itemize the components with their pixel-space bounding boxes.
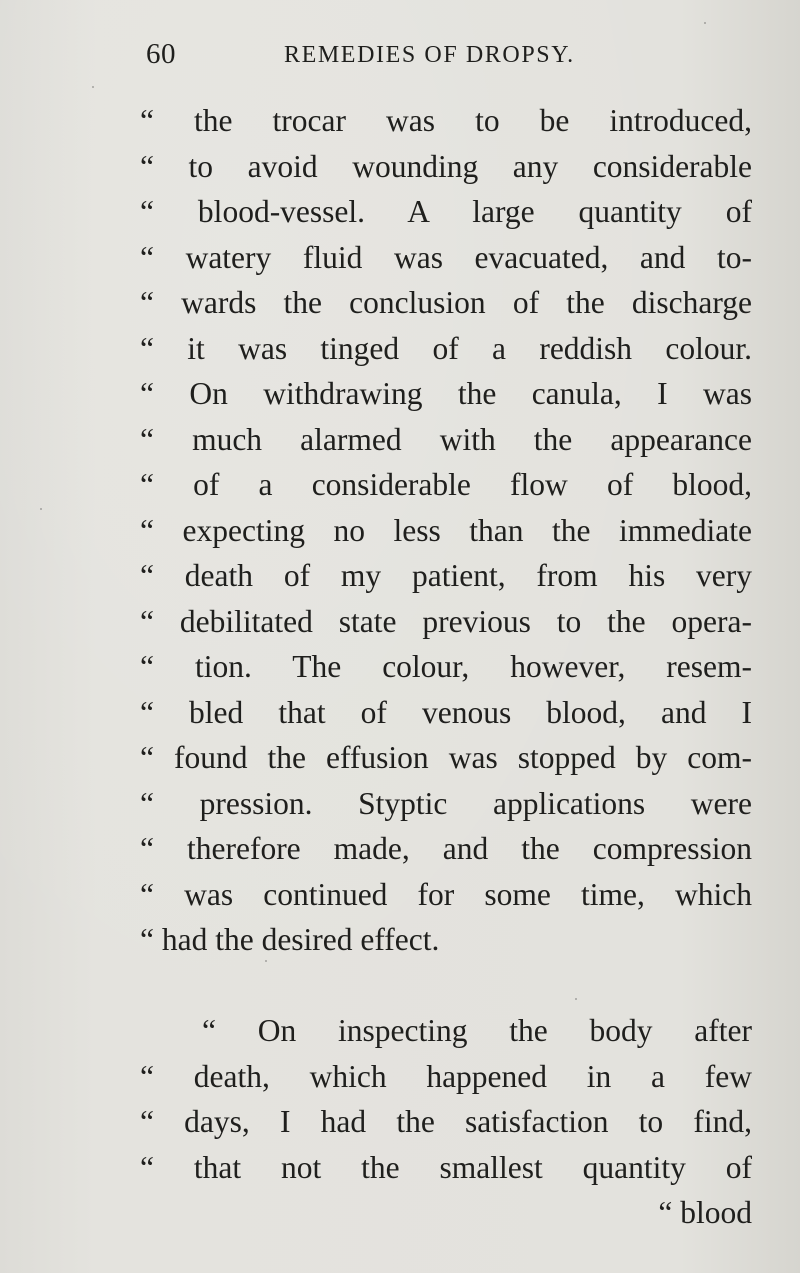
text-line: “ bled that of venous blood, and I	[140, 694, 752, 730]
page-header	[146, 30, 766, 82]
text-line: “ found the effusion was stopped by com-	[140, 740, 752, 775]
text-line: “ therefore made, and the compression	[140, 831, 752, 866]
text-line: “ to avoid wounding any considerable	[140, 148, 752, 184]
text-line: “ was continued for some time, which	[140, 876, 752, 912]
text-line: “ of a considerable flow of blood,	[140, 467, 752, 502]
text-line: “ tion. The colour, however, resem-	[140, 649, 752, 684]
text-line: “ wards the conclusion of the discharge	[140, 285, 752, 320]
text-line: “ much alarmed with the appearance	[140, 421, 752, 457]
text-line: “ it was tinged of a reddish colour.	[140, 330, 752, 366]
text-line: “ pression. Styptic applications were	[140, 785, 752, 821]
text-line: “ that not the smallest quantity of	[140, 1149, 752, 1185]
paper-speck	[92, 86, 94, 88]
text-line: “ the trocar was to be introduced,	[140, 103, 752, 138]
text-line: “ had the desired effect.	[140, 922, 440, 957]
text-line: “ blood-vessel. A large quantity of	[140, 194, 752, 229]
paragraph-gap	[140, 963, 752, 1009]
body-text	[140, 98, 752, 1236]
catchword: “ blood	[658, 1195, 752, 1230]
text-line: “ On withdrawing the canula, I was	[140, 376, 752, 411]
text-line: “ death of my patient, from his very	[140, 558, 752, 593]
text-line: “ debilitated state previous to the opera-	[140, 603, 752, 639]
text-line: “ watery fluid was evacuated, and to-	[140, 239, 752, 275]
text-line: “ On inspecting the body after	[202, 1013, 752, 1048]
page-number: 60	[146, 38, 176, 70]
paper-speck	[704, 22, 706, 24]
running-head: REMEDIES OF DROPSY.	[284, 42, 575, 68]
paper-speck	[265, 960, 267, 962]
paper-speck	[40, 508, 42, 510]
text-line: “ expecting no less than the immediate	[140, 512, 752, 548]
paper-speck	[575, 998, 577, 1000]
text-line: “ days, I had the satisfaction to find,	[140, 1104, 752, 1139]
text-line: “ death, which happened in a few	[140, 1058, 752, 1094]
